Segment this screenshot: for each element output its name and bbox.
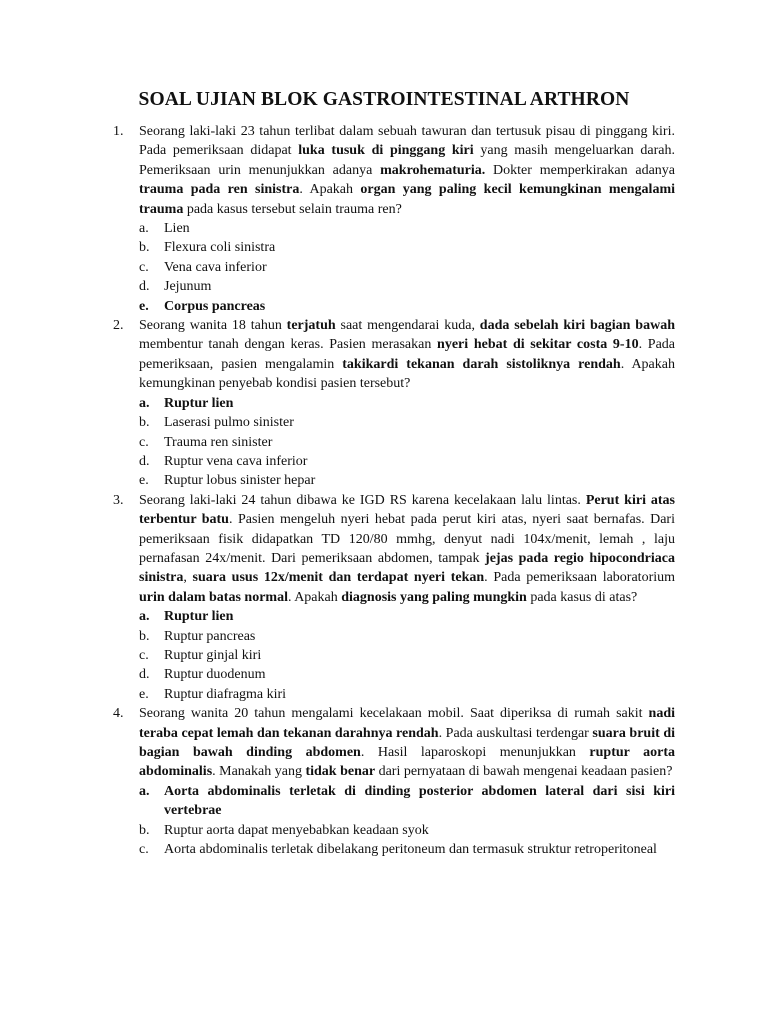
answer-option [139,452,675,471]
stem-bold-text: urin dalam batas normal [139,589,288,605]
answer-option [139,646,675,665]
option-text: Aorta abdominalis terletak dibelakang peritoneum dan termasuk struktur retroperitoneal [164,842,657,858]
option-text: Corpus pancreas [164,298,266,314]
stem-bold-text: nadi teraba cepat lemah dan tekanan darahnya rendah [139,706,675,741]
stem-text: Dokter memperkirakan adanya [485,162,676,178]
option-letter: e. [139,298,149,314]
option-text: Laserasi pulmo sinister [164,415,294,431]
stem-text: , [183,570,193,586]
option-letter: a. [139,609,150,625]
stem-text: Seorang wanita 20 tahun mengalami kecelakaan mobil. Saat diperiksa di rumah sakit [139,706,649,722]
answer-options [139,219,675,316]
stem-bold-text: trauma pada ren sinistra [139,182,300,198]
stem-bold-text: dada sebelah kiri bagian bawah [479,318,675,334]
option-letter: c. [139,434,149,450]
option-text: Lien [164,221,190,237]
answer-option [139,821,675,840]
stem-text: . Apakah [287,589,342,605]
option-text: Ruptur vena cava inferior [164,453,308,469]
stem-text: . Apakah kemungkinan penyebab kondisi pasien tersebut? [139,356,675,392]
option-text: Ruptur aorta dapat menyebabkan keadaan syok [164,822,429,838]
stem-bold-text: terjatuh [286,318,336,334]
question-body [139,491,675,704]
stem-bold-text: takikardi tekanan darah sistoliknya rendah [342,356,621,372]
option-letter: b. [139,240,150,256]
stem-text: membentur tanah dengan keras. Pasien merasakan [139,337,438,353]
question-4 [113,704,675,859]
question-body [139,316,675,491]
question-list [113,122,675,859]
question-stem [139,704,675,782]
stem-text: . Apakah [299,182,361,198]
option-text: Aorta abdominalis terletak di dinding posterior abdomen lateral dari sisi kiri vertebrae [164,783,675,819]
stem-text: . Pasien mengeluh nyeri hebat pada perut kiri atas, nyeri saat bernafas. Dari pemeriksaan fisik didapatkan TD 120/80 mmhg, denyut nadi 104x/menit, lemah , laju pernafasan 24x/menit. Dari pemeriksaan abdomen, tampak [139,512,675,566]
answer-option [139,665,675,684]
option-text: Ruptur lien [164,395,234,411]
question-3 [113,491,675,704]
stem-text: dari pernyataan di bawah mengenai keadaan pasien? [375,764,673,780]
stem-bold-text: tidak benar [305,764,376,780]
stem-text: Seorang laki-laki 24 tahun dibawa ke IGD RS karena kecelakaan lalu lintas. [139,492,586,508]
answer-option-correct [139,394,675,413]
option-letter: d. [139,667,150,683]
question-stem [139,122,675,219]
answer-option [139,258,675,277]
stem-text: Seorang laki-laki 23 tahun terlibat dalam sebuah tawuran dan tertusuk pisau di pinggang kiri. Pada pemeriksaan didapat [139,124,675,159]
answer-option [139,238,675,257]
question-body [139,704,675,859]
option-letter: e. [139,686,149,702]
question-number: 1. [113,124,124,139]
option-letter: b. [139,822,150,838]
answer-option [139,471,675,490]
option-text: Ruptur duodenum [164,667,266,683]
stem-bold-text: jejas pada regio hipocondriaca sinistra [139,550,675,586]
option-text: Flexura coli sinistra [164,240,276,256]
answer-option [139,685,675,704]
stem-bold-text: Perut kiri atas terbentur batu [139,492,676,528]
answer-option [139,433,675,452]
option-letter: a. [139,395,150,411]
option-text: Trauma ren sinister [164,434,273,450]
option-letter: d. [139,279,150,295]
stem-text: saat mengendarai kuda, [335,318,480,334]
answer-option-correct [139,297,675,316]
stem-text: . Pada pemeriksaan laboratorium [484,570,676,586]
option-text: Jejunum [164,279,212,295]
option-letter: a. [139,221,149,237]
option-letter: b. [139,415,150,431]
stem-text: pada kasus di atas? [526,589,638,605]
option-text: Ruptur lien [164,609,234,625]
question-number: 2. [113,318,124,334]
stem-bold-text: suara usus 12x/menit dan terdapat nyeri tekan [192,570,485,586]
option-letter: d. [139,453,150,469]
option-letter: e. [139,473,149,489]
option-letter: b. [139,628,150,644]
answer-option-correct [139,782,675,821]
stem-text: . Hasil laparoskopi menunjukkan [360,745,590,760]
option-letter: c. [139,259,149,275]
stem-text: . Pada auskultasi terdengar [438,725,593,741]
option-text: Ruptur ginjal kiri [164,647,262,663]
option-letter: a. [139,783,150,799]
question-number: 4. [113,706,124,722]
stem-bold-text: diagnosis yang paling mungkin [341,589,527,605]
option-letter: c. [139,842,149,858]
stem-text: yang masih mengeluarkan darah. Pemeriksaan urin menunjukkan adanya [139,143,675,178]
page-title: SOAL UJIAN BLOK GASTROINTESTINAL ARTHRON [138,89,630,110]
option-text: Ruptur pancreas [164,628,256,644]
option-letter: c. [139,647,149,663]
option-text: Ruptur diafragma kiri [164,686,287,702]
answer-options [139,607,675,704]
question-body [139,122,675,316]
stem-bold-text: luka tusuk di pinggang kiri [298,143,474,159]
answer-options [139,782,675,860]
answer-option [139,413,675,432]
answer-option [139,219,675,238]
stem-bold-text: makrohematuria. [380,162,486,178]
stem-bold-text: suara bruit di bagian bawah dinding abdomen [139,725,675,760]
stem-text: . Pada pemeriksaan, pasien mengalamin [139,337,676,372]
answer-option [139,627,675,646]
question-stem [139,491,675,607]
stem-bold-text: organ yang paling kecil kemungkinan mengalami trauma [139,182,675,217]
answer-option [139,277,675,296]
question-1 [113,122,675,316]
question-2 [113,316,675,491]
stem-text: . Manakah yang [212,764,306,780]
stem-text: Seorang wanita 18 tahun [139,318,287,334]
question-number: 3. [113,492,124,508]
stem-bold-text: nyeri hebat di sekitar costa 9-10 [437,337,639,353]
stem-bold-text: ruptur aorta abdominalis [139,745,675,780]
option-text: Vena cava inferior [164,259,267,275]
answer-option [139,840,675,859]
answer-option-correct [139,607,675,626]
stem-text: pada kasus tersebut selain trauma ren? [183,201,402,217]
question-stem [139,316,675,394]
answer-options [139,394,675,491]
option-text: Ruptur lobus sinister hepar [164,473,316,489]
